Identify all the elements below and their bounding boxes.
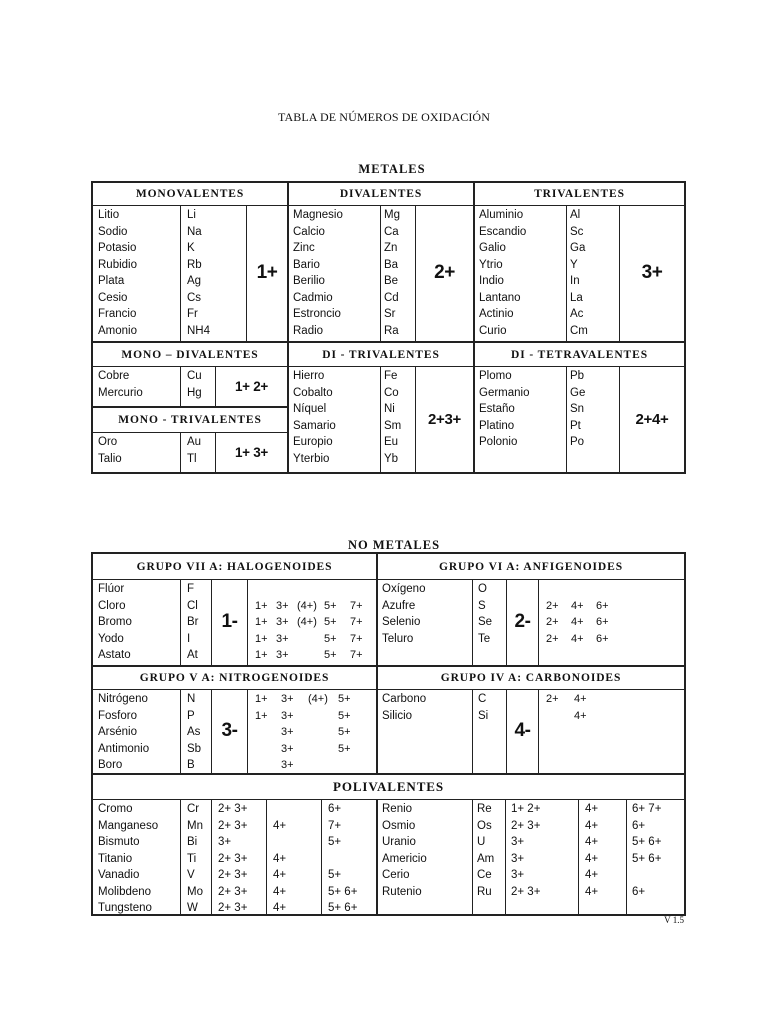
polivalente-row [93,818,376,835]
element-name: Titanio [98,852,133,865]
nitrogenoides-names [98,691,149,774]
oxidation-value: 4+ [574,709,587,722]
monovalentes-symbols [187,207,210,339]
di-tetravalentes-names [479,368,530,451]
element-name: Samario [293,419,336,432]
element-name: Molibdeno [98,885,152,898]
oxidation-value: 5+ [328,869,342,881]
element-name: Hierro [293,370,325,382]
header-nitrogenoides: GRUPO V A: NITROGENOIDES [139,672,330,684]
element-symbol: Mo [187,885,203,898]
halogenoides-symbols [187,581,199,664]
element-symbol: Pb [570,370,585,382]
element-symbol: Y [570,258,578,271]
oxidation-value: (4+) [308,693,328,705]
halogenoides-oxidation-states [251,581,375,664]
element-symbol: Br [187,616,199,628]
element-name: Rutenio [382,885,422,898]
element-name: Yterbio [293,452,330,465]
polivalente-row [378,818,684,835]
oxidation-value: 5+ 6+ [632,852,662,865]
oxidation-value: 5+ 6+ [328,902,358,914]
element-name: Ytrio [479,258,503,271]
oxidation-value: 4+ [273,885,287,898]
oxidation-value: 4+ [571,632,584,645]
oxidation-row [544,708,664,725]
di-tetravalentes-oxidation: 2+4+ [635,410,669,428]
element-symbol: K [187,242,195,254]
header-monovalentes: MONOVALENTES [135,188,245,200]
element-name: Europio [293,436,333,448]
element-symbol: Fe [384,370,398,382]
oxidation-value: 5+ [324,599,337,612]
element-name: Oxígeno [382,583,426,595]
oxidation-value: 7+ [350,599,363,612]
element-name: Aluminio [479,209,524,221]
oxidation-value: 4+ [571,599,584,612]
oxidation-value: 3+ [281,693,294,705]
element-name: Fosforo [98,709,137,722]
element-symbol: Ra [384,324,399,337]
element-symbol: Ac [570,308,584,320]
header-mono-trivalentes: MONO - TRIVALENTES [118,414,262,426]
divalentes-symbols [384,207,400,339]
oxidation-row [544,614,664,631]
element-name: Cadmio [293,291,333,304]
oxidation-row [251,691,375,708]
nitrogenoides-negative: 3- [221,720,238,741]
element-symbol: Cm [570,324,588,337]
oxidation-value: 5+ [324,649,337,661]
document-title: TABLA DE NÚMEROS DE OXIDACIÓN [278,110,490,124]
oxidation-value: 1+ [255,649,268,661]
element-symbol: Rb [187,258,202,271]
oxidation-value: 6+ [596,616,609,628]
oxidation-value: 1+ [255,599,268,612]
oxidation-value: 4+ [585,819,599,832]
mono-divalentes-symbols [187,368,202,401]
element-symbol: Co [384,386,399,399]
oxidation-value: 3+ [281,726,294,738]
element-name: Manganeso [98,819,159,832]
oxidation-value: 2+ [546,632,559,645]
mono-divalentes-names [98,368,143,401]
element-name: Potasio [98,242,137,254]
element-symbol: Cr [187,803,200,815]
oxidation-value: 6+ [328,803,342,815]
element-symbol: Bi [187,836,198,848]
element-name: Americio [382,852,427,865]
carbonoides-names [382,691,426,724]
mono-trivalentes-oxidation: 1+ 3+ [234,444,269,460]
oxidation-value: 2+ 3+ [218,885,248,898]
oxidation-value: 3+ [281,742,294,755]
element-symbol: Re [477,803,492,815]
oxidation-value: 3+ [511,852,525,865]
header-divalentes: DIVALENTES [339,188,423,200]
oxidation-value: 3+ [276,649,289,661]
polivalente-row [378,801,684,818]
element-name: Teluro [382,632,414,645]
element-name: Rubidio [98,258,137,271]
element-symbol: Li [187,209,196,221]
oxidation-value: 2+ 3+ [218,852,248,865]
oxidation-value: 4+ [585,869,599,881]
oxidation-value: 5+ [324,632,337,645]
oxidation-value: 4+ [585,852,599,865]
element-name: Francio [98,308,137,320]
element-symbol: Cu [187,370,202,382]
element-symbol: Ge [570,386,586,399]
oxidation-value: 3+ [281,709,294,722]
element-symbol: Tl [187,452,197,465]
oxidation-value: 3+ [511,836,525,848]
oxidation-value: 2+ 3+ [218,902,248,914]
halogenoides-negative: 1- [221,611,238,632]
element-name: Magnesio [293,209,343,221]
element-symbol: Te [478,632,491,645]
element-symbol: Po [570,436,585,448]
halogenoides-names [98,581,132,664]
oxidation-value: (4+) [297,599,317,612]
polivalente-row [93,884,376,901]
element-symbol: Ce [477,869,492,881]
element-symbol: Ag [187,275,202,287]
oxidation-value: 3+ [218,836,232,848]
oxidation-value: 6+ [596,632,609,645]
mono-trivalentes-names [98,434,122,467]
element-symbol: S [478,599,486,612]
element-symbol: Mg [384,209,400,221]
oxidation-value: 2+ [546,599,559,612]
oxidation-value: 5+ [328,836,342,848]
oxidation-value: 5+ [338,742,351,755]
element-symbol: Mn [187,819,203,832]
element-symbol: Zn [384,242,398,254]
oxidation-row [251,757,375,774]
element-symbol: U [477,836,486,848]
polivalente-row [378,851,684,868]
mono-divalentes-oxidation: 1+ 2+ [234,378,269,394]
element-name: Amonio [98,324,137,337]
oxidation-row [544,631,664,648]
mono-trivalentes-symbols [187,434,201,467]
version-label: V 1.5 [664,915,684,925]
trivalentes-oxidation: 3+ [641,262,663,283]
oxidation-value: 4+ [571,616,584,628]
trivalentes-names [479,207,526,339]
oxidation-value: 5+ 6+ [632,836,662,848]
oxidation-value: 2+ 3+ [218,869,248,881]
element-name: Galio [479,242,506,254]
oxidation-value: 4+ [273,902,287,914]
carbonoides-oxidation-states [544,691,664,724]
oxidation-value: 2+ 3+ [218,819,248,832]
oxidation-value: 5+ [338,693,351,705]
oxidation-row [544,691,664,708]
divalentes-oxidation: 2+ [434,262,455,283]
header-trivalentes: TRIVALENTES [534,188,625,200]
element-symbol: O [478,583,487,595]
element-symbol: Se [478,616,493,628]
oxidation-value: 3+ [276,632,289,645]
element-name: Polonio [479,436,518,448]
oxidation-value: 1+ [255,693,268,705]
element-name: Mercurio [98,386,143,399]
element-name: Cromo [98,803,133,815]
element-symbol: Yb [384,452,399,465]
element-symbol: B [187,759,195,771]
oxidation-value: 3+ [276,599,289,612]
element-name: Litio [98,209,120,221]
element-symbol: Os [477,819,492,832]
element-name: Oro [98,436,118,448]
oxidation-row [251,647,375,664]
element-symbol: NH4 [187,324,211,337]
element-symbol: Sb [187,742,202,755]
metales-table [91,181,686,474]
element-symbol: Cl [187,599,198,612]
element-symbol: V [187,869,195,881]
oxidation-value: 2+ 3+ [511,819,541,832]
carbonoides-negative: 4- [514,720,531,741]
element-symbol: Am [477,852,495,865]
oxidation-value: 5+ [338,726,351,738]
monovalentes-names [98,207,137,339]
element-name: Tungsteno [98,902,152,914]
oxidation-value: 4+ [585,885,599,898]
element-symbol: Ti [187,852,197,865]
element-name: Cloro [98,599,126,612]
di-trivalentes-symbols [384,368,401,467]
element-name: Estroncio [293,308,341,320]
oxidation-value: 5+ [338,709,351,722]
oxidation-value: 4+ [585,836,599,848]
element-name: Silicio [382,709,413,722]
element-name: Calcio [293,225,325,238]
header-mono-divalentes: MONO – DIVALENTES [121,348,259,361]
polivalente-row [93,867,376,884]
element-name: Arsénio [98,726,137,738]
oxidation-row [544,581,664,598]
di-trivalentes-oxidation: 2+3+ [427,410,461,428]
oxidation-row [251,708,375,725]
element-symbol: F [187,583,195,595]
element-symbol: Na [187,225,202,238]
element-name: Estaño [479,403,515,415]
element-name: Zinc [293,242,315,254]
polivalente-row [93,801,376,818]
element-symbol: Ga [570,242,586,254]
oxidation-row [251,598,375,615]
no-metales-table [91,552,686,916]
element-symbol: Ni [384,403,395,415]
element-name: Nitrógeno [98,693,148,705]
element-symbol: La [570,291,583,304]
element-name: Antimonio [98,742,150,755]
element-name: Escandio [479,225,527,238]
element-symbol: In [570,275,580,287]
element-symbol: Sn [570,403,585,415]
element-symbol: Be [384,275,399,287]
anfigenoides-negative: 2- [514,611,531,632]
element-name: Selenio [382,616,421,628]
element-symbol: Eu [384,436,399,448]
element-symbol: Sr [384,308,396,320]
element-name: Bario [293,258,320,271]
oxidation-value: 3+ [511,869,525,881]
oxidation-value: 4+ [574,693,587,705]
element-name: Yodo [98,632,124,645]
oxidation-row [251,631,375,648]
oxidation-row [544,598,664,615]
polivalente-row [93,834,376,851]
header-carbonoides: GRUPO IV A: CARBONOIDES [440,672,622,684]
element-symbol: P [187,709,195,722]
element-name: Flúor [98,583,125,595]
oxidation-value: 2+ [546,693,559,705]
polivalente-row [378,884,684,901]
anfigenoides-oxidation-states [544,581,664,647]
element-name: Astato [98,649,131,661]
element-name: Germanio [479,386,530,399]
oxidation-value: 2+ [546,616,559,628]
oxidation-value: 6+ [596,599,609,612]
oxidation-value: 6+ [632,819,646,832]
oxidation-row [251,581,375,598]
oxidation-row [251,741,375,758]
polivalente-row [93,900,376,917]
header-di-trivalentes: DI - TRIVALENTES [322,348,440,361]
element-name: Talio [98,452,122,465]
nitrogenoides-oxidation-states [251,691,375,774]
element-symbol: Hg [187,386,202,399]
oxidation-value: 2+ 3+ [218,803,248,815]
divalentes-names [293,207,343,339]
oxidation-value: 6+ 7+ [632,803,662,815]
oxidation-value: 3+ [281,759,294,771]
element-symbol: N [187,693,196,705]
di-tetravalentes-symbols [570,368,585,451]
oxidation-value: 4+ [273,852,287,865]
oxidation-value: 7+ [350,649,363,661]
element-symbol: Pt [570,419,581,432]
header-anfigenoides: GRUPO VI A: ANFIGENOIDES [438,560,623,573]
oxidation-value: 6+ [632,885,646,898]
header-polivalentes: POLIVALENTES [333,779,444,794]
oxidation-value: 7+ [350,616,363,628]
no-metales-title: NO METALES [347,538,441,552]
element-symbol: Si [478,709,489,722]
metales-title: METALES [358,162,426,176]
element-name: Cobre [98,370,130,382]
element-name: Curio [479,324,507,337]
element-name: Bismuto [98,836,140,848]
oxidation-value: 1+ [255,709,268,722]
element-symbol: Ba [384,258,399,271]
anfigenoides-symbols [478,581,492,647]
element-symbol: W [187,902,198,914]
element-name: Bromo [98,616,132,628]
element-symbol: Cd [384,291,399,304]
element-name: Cesio [98,291,128,304]
element-name: Indio [479,275,504,287]
carbonoides-symbols [478,691,488,724]
element-name: Plomo [479,370,512,382]
element-name: Lantano [479,291,521,304]
element-symbol: Cs [187,291,202,304]
element-symbol: C [478,693,487,705]
oxidation-row [251,724,375,741]
polivalente-row [378,867,684,884]
element-symbol: At [187,649,198,661]
oxidation-value: 3+ [276,616,289,628]
monovalentes-oxidation: 1+ [256,262,278,283]
element-symbol: Ru [477,885,492,898]
element-name: Sodio [98,225,128,238]
element-symbol: Al [570,209,581,221]
element-name: Azufre [382,599,416,612]
polivalente-row [93,851,376,868]
header-halogenoides: GRUPO VII A: HALOGENOIDES [136,560,333,573]
element-symbol: Sm [384,419,402,432]
anfigenoides-names [382,581,425,647]
element-name: Carbono [382,693,427,705]
oxidation-value: (4+) [297,616,317,628]
element-symbol: Au [187,436,202,448]
element-symbol: Ca [384,225,399,238]
element-name: Osmio [382,819,416,832]
element-name: Platino [479,419,515,432]
oxidation-value: 7+ [328,819,342,832]
element-name: Vanadio [98,869,140,881]
oxidation-value: 7+ [350,632,363,645]
element-name: Cerio [382,869,410,881]
trivalentes-symbols [570,207,588,339]
element-symbol: Fr [187,308,198,320]
element-name: Níquel [293,403,327,415]
element-name: Boro [98,759,123,771]
element-symbol: Sc [570,225,584,238]
oxidation-value: 1+ 2+ [511,803,541,815]
nitrogenoides-symbols [187,691,201,774]
element-name: Radio [293,324,324,337]
element-name: Cobalto [293,386,333,399]
element-name: Berilio [293,275,325,287]
polivalentes-left-rows [93,801,376,917]
element-name: Actinio [479,308,514,320]
polivalentes-right-rows [378,801,684,900]
oxidation-row [251,614,375,631]
di-trivalentes-names [293,368,336,467]
element-symbol: I [187,632,191,645]
polivalente-row [378,834,684,851]
oxidation-value: 4+ [273,869,287,881]
oxidation-value: 2+ 3+ [511,885,541,898]
oxidation-value: 4+ [273,819,287,832]
oxidation-value: 1+ [255,632,268,645]
element-name: Uranio [382,836,416,848]
header-di-tetravalentes: DI - TETRAVALENTES [510,348,648,361]
oxidation-value: 5+ [324,616,337,628]
element-name: Plata [98,275,125,287]
oxidation-value: 5+ 6+ [328,885,358,898]
element-name: Renio [382,803,413,815]
oxidation-value: 4+ [585,803,599,815]
element-symbol: As [187,726,201,738]
oxidation-value: 1+ [255,616,268,628]
